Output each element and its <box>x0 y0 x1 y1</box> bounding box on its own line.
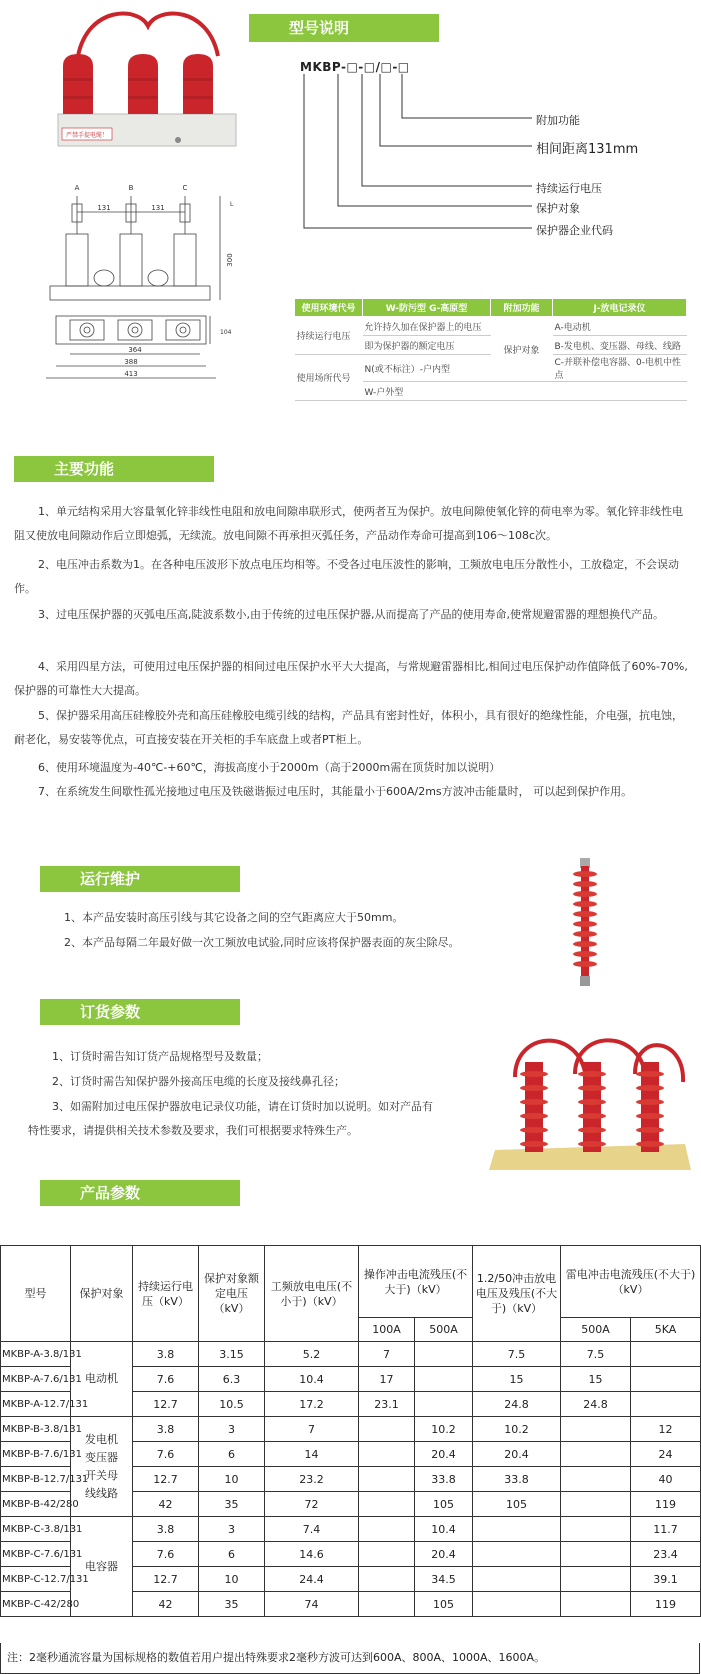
table-row <box>1 1517 701 1542</box>
params-header-op: 操作冲击电流残压(不大于)（kV） <box>359 1246 473 1318</box>
table-cell: 12.7 <box>133 1567 199 1592</box>
table-cell: 6.3 <box>199 1367 265 1392</box>
table-cell <box>473 1517 561 1542</box>
dim-364: 364 <box>128 346 142 354</box>
table-cell: B-发电机、变压器、母线、线路 <box>553 336 687 355</box>
table-cell <box>359 1492 415 1517</box>
table-cell: C-并联补偿电容器、0-电机中性点 <box>553 355 687 382</box>
table-cell: 7.4 <box>265 1517 359 1542</box>
table-cell: MKBP-B-7.6/131 <box>1 1442 71 1467</box>
table-cell: 7.5 <box>473 1342 561 1367</box>
dim-131-a: 131 <box>97 204 111 212</box>
table-cell: 42 <box>133 1492 199 1517</box>
table-cell: MKBP-C-12.7/131 <box>1 1567 71 1592</box>
table-cell: 10 <box>199 1467 265 1492</box>
table-row <box>1 1342 701 1367</box>
table-cell: 33.8 <box>473 1467 561 1492</box>
table-cell <box>561 1517 631 1542</box>
phase-label-c: C <box>182 184 188 192</box>
table-cell: 23.2 <box>265 1467 359 1492</box>
order-2: 2、订货时需告知保护器外接高压电缆的长度及接线鼻孔径； <box>52 1075 345 1088</box>
table-cell <box>561 1542 631 1567</box>
table-cell: MKBP-B-3.8/131 <box>1 1417 71 1442</box>
table-cell: 3.8 <box>133 1517 199 1542</box>
table-cell: 20.4 <box>415 1542 473 1567</box>
table-cell <box>631 1367 701 1392</box>
table-cell <box>561 1467 631 1492</box>
technical-drawing <box>40 182 255 387</box>
sticker-text: 严禁手提电缆！ <box>65 132 109 139</box>
section-title-main: 主要功能 <box>14 456 214 482</box>
table-cell: 7.6 <box>133 1442 199 1467</box>
code-table-header: 使用环境代号 <box>295 299 363 317</box>
table-cell <box>359 1517 415 1542</box>
table-cell <box>359 1567 415 1592</box>
code-table-header: W-防污型 G-高原型 <box>363 299 491 317</box>
phase-label-b: B <box>128 184 134 192</box>
table-cell: 3.15 <box>199 1342 265 1367</box>
insulator-photo <box>560 858 610 986</box>
table-cell: MKBP-A-12.7/131 <box>1 1392 71 1417</box>
order-1: 1、订货时需告知订货产品规格型号及数量； <box>52 1050 268 1063</box>
params-header-op100: 100A <box>359 1318 415 1342</box>
table-cell: MKBP-B-42/280 <box>1 1492 71 1517</box>
table-cell: 3.8 <box>133 1342 199 1367</box>
main-function-5: 5、保护器采用高压硅橡胶外壳和高压硅橡胶电缆引线的结构，产品具有密封性好，体积小，具有很好的绝缘性能，介电强，抗电蚀，耐老化，易安装等优点，可直接安装在开关柜的手车底盘上或者PT柜上。 <box>14 709 683 746</box>
table-cell <box>561 1567 631 1592</box>
table-cell: 72 <box>265 1492 359 1517</box>
table-cell: W-户外型 <box>363 382 491 401</box>
table-cell: 74 <box>265 1592 359 1617</box>
dim-l: L <box>230 201 234 208</box>
table-cell <box>415 1367 473 1392</box>
table-cell: 3.8 <box>133 1417 199 1442</box>
main-function-1: 1、单元结构采用大容量氧化锌非线性电阻和放电间隙串联形式，使两者互为保护。放电间隙使氧化锌的荷电率为零。氧化锌非线性电阻又使放电间隙动作后立即熄弧，无续流。放电间隙不再承担灭弧任务，产品动作寿命可提高到106～108c次。 <box>14 505 683 542</box>
model-code-brackets <box>290 72 540 242</box>
dim-300: 300 <box>226 253 234 267</box>
table-cell: 12 <box>631 1417 701 1442</box>
model-label-voltage: 持续运行电压 <box>536 182 602 195</box>
table-cell: 119 <box>631 1592 701 1617</box>
table-cell: 发电机变压器开关母线线路 <box>71 1417 133 1517</box>
table-cell: 6 <box>199 1442 265 1467</box>
dim-388: 388 <box>124 358 138 366</box>
table-cell <box>473 1542 561 1567</box>
params-header-l5k: 5KA <box>631 1318 701 1342</box>
table-cell <box>561 1492 631 1517</box>
table-cell: 6 <box>199 1542 265 1567</box>
table-row <box>1 1417 701 1442</box>
table-cell: MKBP-C-7.6/131 <box>1 1542 71 1567</box>
table-cell: N(或不标注）-户内型 <box>363 355 491 382</box>
maintenance-1: 1、本产品安装时高压引线与其它设备之间的空气距离应大于50mm。 <box>64 911 404 924</box>
section-title-model: 型号说明 <box>249 14 439 42</box>
table-cell: A-电动机 <box>553 317 687 336</box>
product-params-table <box>0 1245 701 1617</box>
phase-label-a: A <box>74 184 80 192</box>
model-label-company: 保护器企业代码 <box>536 224 613 237</box>
table-cell: 24.8 <box>473 1392 561 1417</box>
section-title-params: 产品参数 <box>40 1180 240 1206</box>
params-header-pf: 工频放电电压(不小于)（kV） <box>265 1246 359 1342</box>
product-photo-top <box>48 6 248 156</box>
table-cell: 7.5 <box>561 1342 631 1367</box>
table-cell: 33.8 <box>415 1467 473 1492</box>
table-cell: 7 <box>359 1342 415 1367</box>
main-function-7: 7、在系统发生间歇性孤光接地过电压及铁磁谐振过电压时，其能量小于600A/2ms方波冲击能量时， 可以起到保护作用。 <box>38 785 633 798</box>
table-cell: 40 <box>631 1467 701 1492</box>
table-cell: 保护对象 <box>491 317 553 382</box>
table-cell: 119 <box>631 1492 701 1517</box>
table-cell: 即为保护器的额定电压 <box>363 336 491 355</box>
table-cell: 3 <box>199 1417 265 1442</box>
maintenance-2: 2、本产品每隔二年最好做一次工频放电试验,同时应该将保护器表面的灰尘除尽。 <box>64 936 460 949</box>
table-cell <box>359 1417 415 1442</box>
table-cell <box>473 1567 561 1592</box>
table-cell: MKBP-C-42/280 <box>1 1592 71 1617</box>
table-cell <box>561 1592 631 1617</box>
table-cell: 35 <box>199 1592 265 1617</box>
table-cell: 14.6 <box>265 1542 359 1567</box>
three-phase-photo <box>485 1032 695 1172</box>
main-function-6: 6、使用环境温度为-40℃-+60℃，海拔高度小于2000m（高于2000m需在顶货时加以说明） <box>38 761 501 774</box>
order-3: 3、如需附加过电压保护器放电记录仪功能，请在订货时加以说明。如对产品有特性要求，请提供相关技术参数及要求，我们可根据要求特殊生产。 <box>28 1100 433 1137</box>
table-cell: 23.4 <box>631 1542 701 1567</box>
table-cell: 39.1 <box>631 1567 701 1592</box>
table-cell: 10.4 <box>415 1517 473 1542</box>
dim-104: 104 <box>220 329 232 336</box>
dim-131-b: 131 <box>151 204 165 212</box>
table-cell: 10.2 <box>415 1417 473 1442</box>
table-cell: 17 <box>359 1367 415 1392</box>
table-cell: 105 <box>473 1492 561 1517</box>
params-header-rated: 保护对象额定电压（kV） <box>199 1246 265 1342</box>
main-function-2: 2、电压冲击系数为1。在各种电压波形下放点电压均相等。不受各过电压波性的影响，工频放电电压分散性小，工放稳定，不会误动作。 <box>14 558 679 595</box>
model-code: MKBP-□-□/□-□ <box>300 60 410 74</box>
table-cell <box>359 1442 415 1467</box>
table-cell: 持续运行电压 <box>295 317 363 355</box>
table-row <box>295 317 687 336</box>
params-note: 注：2毫秒通流容量为国标规格的数值若用户提出特殊要求2毫秒方波可达到600A、800A、1000A、1600A。 <box>0 1643 700 1674</box>
table-cell: 35 <box>199 1492 265 1517</box>
table-cell: 10 <box>199 1567 265 1592</box>
model-label-target: 保护对象 <box>536 202 580 215</box>
table-cell: 使用场所代号 <box>295 355 363 401</box>
table-cell: 10.5 <box>199 1392 265 1417</box>
table-cell: 12.7 <box>133 1467 199 1492</box>
params-header-wave: 1.2/50冲击放电电压及残压(不大于)（kV） <box>473 1246 561 1342</box>
table-cell <box>359 1592 415 1617</box>
table-cell <box>359 1467 415 1492</box>
table-cell: 42 <box>133 1592 199 1617</box>
table-cell: 15 <box>561 1367 631 1392</box>
table-cell: 24.8 <box>561 1392 631 1417</box>
table-cell: 20.4 <box>473 1442 561 1467</box>
params-header-light: 雷电冲击电流残压(不大于)（kV） <box>561 1246 701 1318</box>
table-cell: 23.1 <box>359 1392 415 1417</box>
table-cell: 7.6 <box>133 1367 199 1392</box>
section-title-maintenance: 运行维护 <box>40 866 240 892</box>
table-cell: 10.2 <box>473 1417 561 1442</box>
model-label-extra: 附加功能 <box>536 114 580 127</box>
table-cell <box>561 1442 631 1467</box>
table-cell: 15 <box>473 1367 561 1392</box>
params-header-l500: 500A <box>561 1318 631 1342</box>
params-header-model: 型号 <box>1 1246 71 1342</box>
table-cell <box>473 1592 561 1617</box>
table-cell: 24 <box>631 1442 701 1467</box>
table-cell: 105 <box>415 1492 473 1517</box>
table-cell: 105 <box>415 1592 473 1617</box>
table-cell <box>415 1392 473 1417</box>
table-cell: 34.5 <box>415 1567 473 1592</box>
table-cell: 14 <box>265 1442 359 1467</box>
table-cell: MKBP-B-12.7/131 <box>1 1467 71 1492</box>
table-cell: 12.7 <box>133 1392 199 1417</box>
params-header-op500: 500A <box>415 1318 473 1342</box>
table-cell: 电容器 <box>71 1517 133 1617</box>
params-header-target: 保护对象 <box>71 1246 133 1342</box>
table-cell: 电动机 <box>71 1342 133 1417</box>
table-cell: 7.6 <box>133 1542 199 1567</box>
table-cell: 11.7 <box>631 1517 701 1542</box>
code-table <box>294 298 687 401</box>
table-cell <box>561 1417 631 1442</box>
table-cell <box>415 1342 473 1367</box>
table-cell: MKBP-A-3.8/131 <box>1 1342 71 1367</box>
table-cell: 17.2 <box>265 1392 359 1417</box>
table-cell: 允许持久加在保护器上的电压 <box>363 317 491 336</box>
section-title-order: 订货参数 <box>40 999 240 1025</box>
main-function-4: 4、采用四星方法，可使用过电压保护器的相间过电压保护水平大大提高，与常规避雷器相比,相间过电压保护动作值降低了60%-70%,保护器的可靠性大大提高。 <box>14 660 688 697</box>
table-cell <box>631 1342 701 1367</box>
model-label-spacing: 相间距离131mm <box>536 142 639 157</box>
params-header-cont: 持续运行电压（kV） <box>133 1246 199 1342</box>
table-cell <box>631 1392 701 1417</box>
table-cell: 7 <box>265 1417 359 1442</box>
table-cell: MKBP-C-3.8/131 <box>1 1517 71 1542</box>
table-cell: MKBP-A-7.6/131 <box>1 1367 71 1392</box>
code-table-header: 附加功能 <box>491 299 553 317</box>
table-cell: 5.2 <box>265 1342 359 1367</box>
main-function-3: 3、过电压保护器的灭弧电压高,陡波系数小,由于传统的过电压保护器,从而提高了产品的使用寿命,使常规避雷器的理想换代产品。 <box>38 608 664 621</box>
table-cell: 3 <box>199 1517 265 1542</box>
table-cell: 10.4 <box>265 1367 359 1392</box>
dim-413: 413 <box>124 370 138 378</box>
table-cell: 24.4 <box>265 1567 359 1592</box>
table-cell <box>359 1542 415 1567</box>
table-cell: 20.4 <box>415 1442 473 1467</box>
code-table-header: J-放电记录仪 <box>553 299 687 317</box>
